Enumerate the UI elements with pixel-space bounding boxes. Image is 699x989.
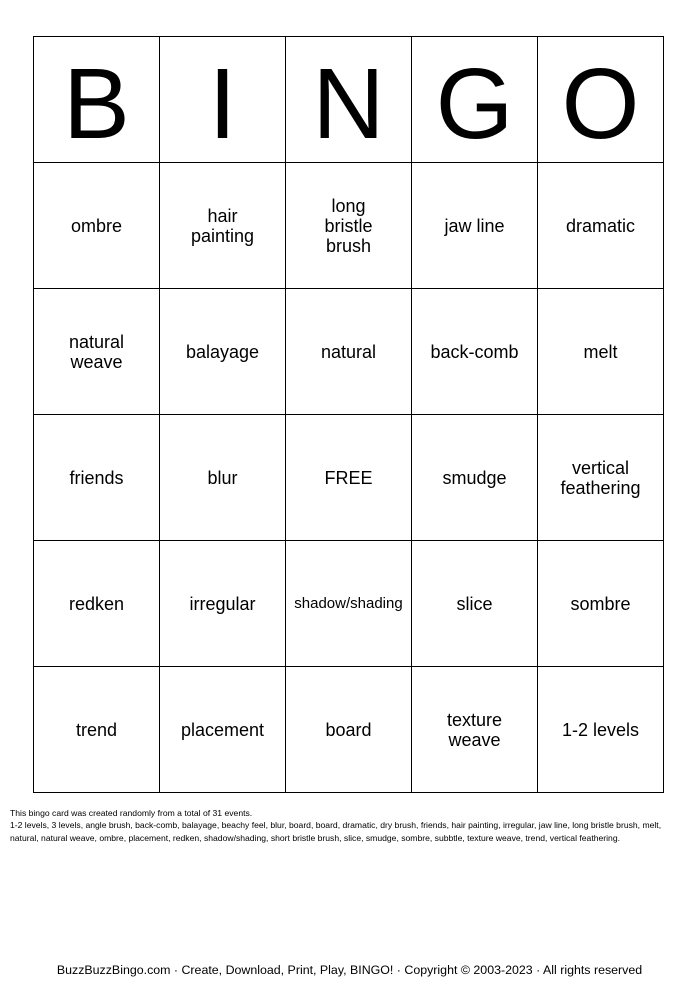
cell-text: sombre [570, 593, 631, 614]
cell-text: balayage [185, 341, 260, 362]
card-cell [412, 667, 538, 793]
card-cell [34, 667, 160, 793]
cell-text: trend [75, 719, 118, 740]
cell-text: dramatic [565, 215, 636, 236]
card-cell [412, 289, 538, 415]
card-cell [538, 541, 664, 667]
cell-text: shadow/shading [294, 594, 403, 612]
card-cell [160, 415, 286, 541]
cell-text: friends [69, 467, 124, 488]
cell-text: slice [456, 593, 493, 614]
card-row [34, 667, 664, 793]
cell-text: FREE [324, 467, 373, 488]
card-cell [286, 163, 412, 289]
cell-text: blur [207, 467, 238, 488]
card-cell [34, 289, 160, 415]
card-cell [160, 667, 286, 793]
header-letter-i: I [160, 37, 286, 163]
header-letter-g: G [412, 37, 538, 163]
card-cell [286, 289, 412, 415]
card-row [34, 541, 664, 667]
header-row [34, 37, 664, 163]
card-row [34, 163, 664, 289]
card-info-note [10, 807, 688, 844]
card-cell [160, 163, 286, 289]
cell-text: texture weave [446, 709, 503, 750]
cell-text: irregular [189, 593, 256, 614]
card-cell [412, 415, 538, 541]
header-letter-o: O [538, 37, 664, 163]
card-cell [412, 163, 538, 289]
cell-text: vertical feathering [560, 457, 641, 498]
card-cell [160, 541, 286, 667]
card-cell [34, 163, 160, 289]
footer-copyright: BuzzBuzzBingo.com · Create, Download, Print, Play, BINGO! · Copyright © 2003-2023 · All rights reserved [56, 963, 643, 977]
card-cell [160, 289, 286, 415]
card-cell [538, 667, 664, 793]
events-summary: This bingo card was created randomly from a total of 31 events. [10, 808, 253, 818]
card-cell [538, 289, 664, 415]
cell-text: long bristle brush [324, 195, 373, 256]
card-row [34, 289, 664, 415]
free-space [286, 415, 412, 541]
cell-text: melt [583, 341, 618, 362]
cell-text: ombre [70, 215, 123, 236]
cell-text: natural [320, 341, 377, 362]
cell-text: redken [68, 593, 125, 614]
cell-text: smudge [442, 467, 507, 488]
card-cell [538, 415, 664, 541]
cell-text: hair painting [190, 205, 255, 246]
card-cell [538, 163, 664, 289]
card-cell [34, 541, 160, 667]
cell-text: jaw line [444, 215, 505, 236]
header-letter-n: N [286, 37, 412, 163]
cell-text: 1-2 levels [561, 719, 640, 740]
card-cell [34, 415, 160, 541]
events-list: 1-2 levels, 3 levels, angle brush, back-comb, balayage, beachy feel, blur, board, board, dramatic, dry brush, friends, hair painting, irregular, jaw line, long bristle brush, melt, natural, natural weave, ombre, placement, redken, shadow/shading, short bristle brush, slice, smudge, sombre, subbtle, texture weave, trend, vertical feathering. [10, 820, 662, 843]
cell-text: back-comb [430, 341, 519, 362]
cell-text: board [325, 719, 372, 740]
card-row [34, 415, 664, 541]
header-letter-b: B [34, 37, 160, 163]
card-cell [286, 667, 412, 793]
cell-text: natural weave [68, 331, 125, 372]
cell-text: placement [180, 719, 265, 740]
bingo-card [33, 36, 664, 793]
card-cell [412, 541, 538, 667]
card-cell [286, 541, 412, 667]
